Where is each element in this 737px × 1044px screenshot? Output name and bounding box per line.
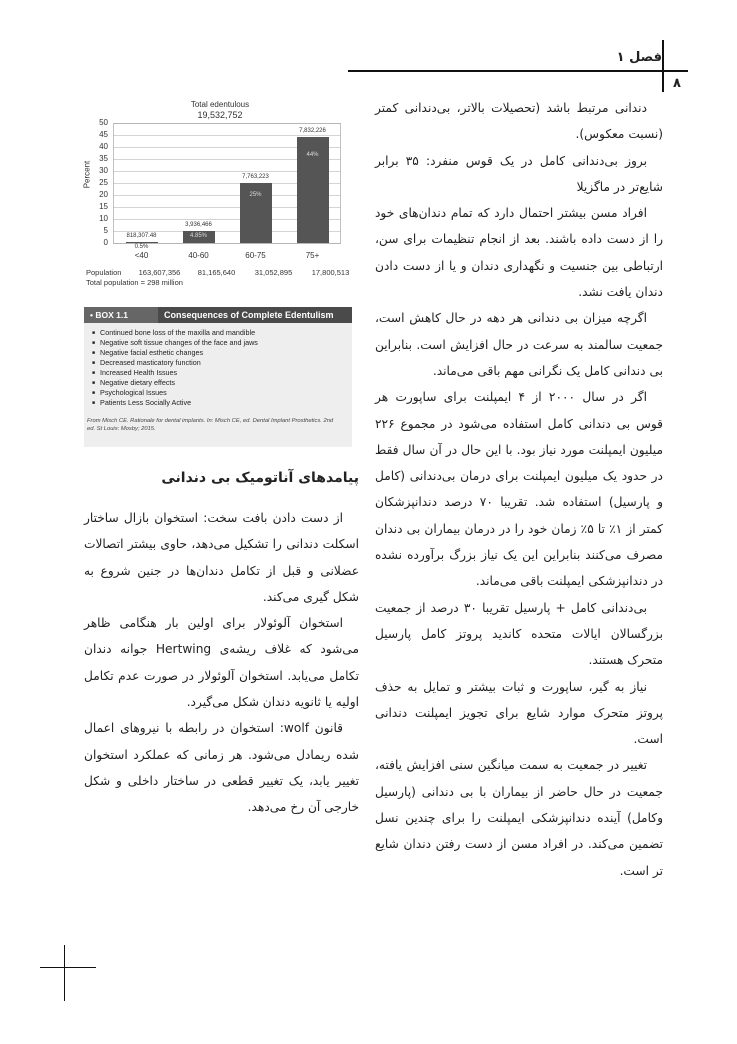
box-source: From Misch CE. Rationale for dental implants. In: Misch CE, ed. Dental Implant Prosthetics. 2nd ed. St Louis: Mosby; 2015. [87,418,334,432]
bar-value-label: 4.85% [189,233,207,240]
y-tick-label: 20 [99,190,108,199]
box-list [92,328,258,408]
bar-count-label: 818,307.48 [126,232,157,239]
bar-value-label: 0.5% [134,244,149,250]
crop-mark-horizontal [40,967,96,968]
population-value: 31,052,895 [254,268,293,277]
left-column-text [84,505,359,821]
bar-value-label: 44% [306,152,319,159]
paragraph: استخوان آلوئولار برای اولین بار هنگامی ظاهر می‌شود که غلاف ریشه‌ی Hertwing جوانه دندان تکامل می‌یابد. استخوان آلوئولار در صورت عدم تکامل اولیه یا ثانویه دندان شکل می‌گیرد. [84,616,359,710]
population-value: 17,800,513 [311,268,350,277]
y-tick-label: 15 [99,202,108,211]
box-title: Consequences of Complete Edentulism [164,310,334,320]
total-population: Total population = 298 million [86,278,183,287]
box-list-item: ■ Patients Less Socially Active [92,398,258,408]
paragraph: از دست دادن بافت سخت: استخوان بازال ساختار اسکلت دندانی را تشکیل می‌دهد، حاوی بیشتر اتصالات عضلانی و قبل از تکامل دندان‌ها در جنین شروع به شکل گیری می‌کند. [84,511,359,604]
box-1-1 [84,307,352,447]
chart-title [160,100,280,120]
bar-count-label: 7,832,226 [299,128,326,135]
right-column-text [375,95,663,884]
paragraph: بروز بی‌دندانی کامل در یک قوس منفرد: ۳۵ برابر شایع‌تر در ماگزیلا [375,153,663,194]
chapter-title: فصل ۱ [616,50,662,65]
y-axis-label: Percent [82,160,92,189]
header-rule-vertical [662,40,664,92]
y-tick-label: 45 [99,130,108,139]
y-tick-label: 0 [103,238,108,247]
bar-count-label: 7,763,223 [242,174,269,180]
y-tick-label: 35 [99,154,108,163]
page-number: ۸ [673,76,681,91]
box-list-item: ■ Increased Health Issues [92,368,258,378]
paragraph: بی‌دندانی کامل + پارسیل تقریبا ۳۰ درصد از جمعیت بزرگسالان ایالات متحده کاندید پروتز کامل پارسیل متحرک هستند. [375,600,663,668]
y-tick-label: 40 [99,142,108,151]
x-tick-label: 75+ [305,251,320,260]
x-tick-label: 40-60 [188,251,209,260]
population-label: Population [86,268,122,277]
section-title: پیامدهای آناتومیک بی دندانی [161,470,359,486]
x-tick-label: <40 [134,251,149,260]
y-tick-label: 30 [99,166,108,175]
x-tick-label: 60-75 [245,251,266,260]
box-label: • BOX 1.1 [90,310,128,320]
paragraph: اگرچه میزان بی دندانی هر دهه در حال کاهش است، جمعیت سالمند به سرعت در حال افزایش است. بنابراین بی دندانی کامل یک نگرانی مهم باقی می‌ماند. [375,311,663,378]
paragraph: افراد مسن بیشتر احتمال دارد که تمام دندان‌های خود را از دست داده باشند. بعد از انجام تنظیمات برای سن، ارتباطی بین جنسیت و نگهداری دندان و یا از دست دادن دندان یافت نشد. [375,206,663,300]
y-tick-label: 5 [103,226,108,235]
crop-mark-vertical [64,945,65,1001]
box-list-item: ■ Negative facial esthetic changes [92,348,258,358]
header-rule [348,70,688,72]
box-list-item: ■ Negative dietary effects [92,378,258,388]
y-tick-label: 50 [99,118,108,127]
population-value: 81,165,640 [197,268,236,277]
population-value: 163,607,356 [138,268,181,277]
y-tick-label: 25 [99,178,108,187]
paragraph: دندانی مرتبط باشد (تحصیلات بالاتر، بی‌دندانی کمتر (نسبت معکوس). [375,101,663,142]
box-list-item: ■ Continued bone loss of the maxilla and mandible [92,328,258,338]
paragraph: نیاز به گیر، ساپورت و ثبات بیشتر و تمایل به حذف پروتز متحرک موارد شایع برای تجویز ایمپلنت دندانی است. [375,679,663,747]
paragraph: تغییر در جمعیت به سمت میانگین سنی افزایش یافته، جمعیت در حال حاضر از بیماران با بی دندانی (پارسیل وکامل) آینده دندانپزشکی ایمپلنت را برای چندین نسل تضمین می‌کند. در افراد مسن از دست رفتن دندان شایع تر است. [375,758,663,878]
box-list-item: ■ Psychological Issues [92,388,258,398]
box-list-item: ■ Decreased masticatory function [92,358,258,368]
bar-count-label: 3,936,466 [185,222,212,229]
chart-subtitle: 19,532,752 [197,110,243,120]
chart-title-text: Total edentulous [190,100,250,109]
bar-value-label: 25% [249,192,262,199]
y-tick-label: 10 [99,214,108,223]
box-list-item: ■ Negative soft tissue changes of the face and jaws [92,338,258,348]
bar [126,242,158,243]
paragraph: قانون wolf: استخوان در رابطه با نیروهای اعمال شده ریمادل می‌شود. هر زمانی که عملکرد استخوان تغییر یابد، یک تغییر قطعی در ساختار داخلی و شکل خارجی آن رخ می‌دهد. [84,721,359,815]
paragraph: اگر در سال ۲۰۰۰ از ۴ ایمپلنت برای ساپورت هر قوس بی دندانی کامل استفاده می‌شود در مجموع ۲۲۶ میلیون ایمپلنت مورد نیاز بود. با این حال در آن سال فقط در حدود یک میلیون ایمپلنت برای درمان بی‌دندانی (کامل و پارسیل) استفاده شد. تقریبا ۷۰ درصد دندانپزشکان کمتر از ۱٪ تا ۵٪ زمان خود را در درمان بیماران بی دندان مصرف می‌کنند بنابراین این یک نیاز بزرگ برآورده نشده در دندانپزشکی ایمپلنت باقی می‌ماند. [375,390,663,589]
